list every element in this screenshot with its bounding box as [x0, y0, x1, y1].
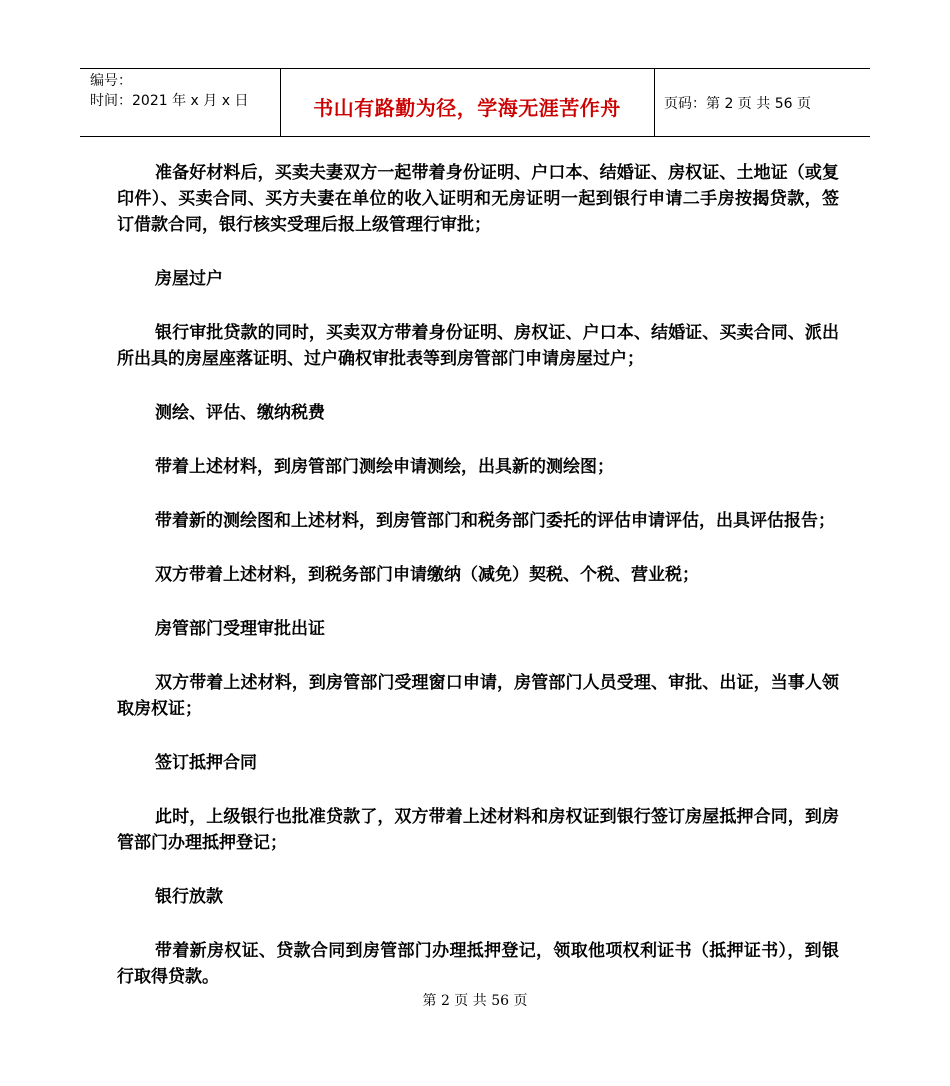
paragraph: 双方带着上述材料，到税务部门申请缴纳（减免）契税、个税、营业税；	[155, 565, 699, 585]
paragraph: 此时，上级银行也批准贷款了，双方带着上述材料和房权证到银行签订房屋抵押合同，到房管部门办理抵押登记；	[117, 807, 839, 853]
header-motto: 书山有路勤为径，学海无涯苦作舟	[313, 96, 621, 120]
document-time: 时间：2021 年 x 月 x 日	[90, 93, 249, 109]
page-footer: 第 2 页 共 56 页	[422, 993, 528, 1009]
paragraph: 双方带着上述材料，到房管部门受理窗口申请，房管部门人员受理、审批、出证，当事人领取房权证；	[117, 673, 839, 719]
paragraph: 带着上述材料，到房管部门测绘申请测绘，出具新的测绘图；	[155, 457, 614, 477]
section-heading: 签订抵押合同	[155, 753, 257, 773]
paragraph: 银行审批贷款的同时，买卖双方带着身份证明、房权证、户口本、结婚证、买卖合同、派出所出具的房屋座落证明、过户确权审批表等到房管部门申请房屋过户；	[117, 323, 839, 369]
document-body	[117, 160, 839, 1018]
header-bottom-rule	[80, 136, 870, 137]
paragraph: 准备好材料后，买卖夫妻双方一起带着身份证明、户口本、结婚证、房权证、土地证（或复印件）、买卖合同、买方夫妻在单位的收入证明和无房证明一起到银行申请二手房按揭贷款，签订借款合同，银行核实受理后报上级管理行审批；	[117, 163, 839, 235]
header-top-rule	[80, 68, 870, 69]
section-heading: 测绘、评估、缴纳税费	[155, 403, 325, 423]
paragraph: 带着新的测绘图和上述材料，到房管部门和税务部门委托的评估申请评估，出具评估报告；	[155, 511, 835, 531]
header-page-info: 页码：第 2 页 共 56 页	[664, 96, 811, 112]
header-divider-right	[654, 68, 655, 137]
section-heading: 银行放款	[155, 887, 223, 907]
section-heading: 房屋过户	[155, 269, 223, 289]
document-number: 编号：	[90, 73, 132, 89]
section-heading: 房管部门受理审批出证	[155, 619, 325, 639]
paragraph: 带着新房权证、贷款合同到房管部门办理抵押登记，领取他项权利证书（抵押证书），到银行取得贷款。	[117, 941, 839, 987]
header-left-cell	[90, 71, 248, 111]
